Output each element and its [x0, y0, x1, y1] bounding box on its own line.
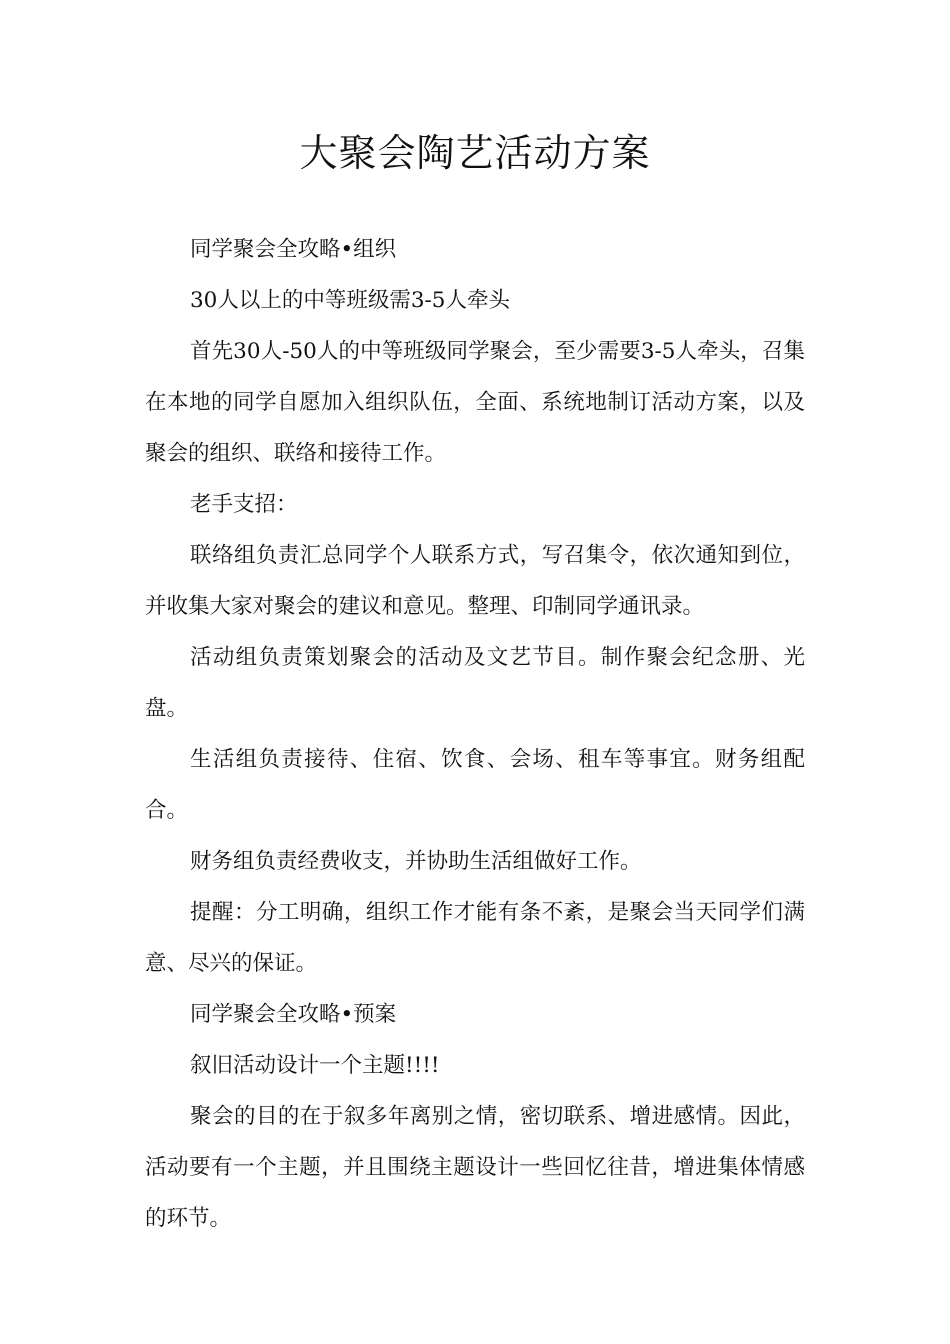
paragraph: 生活组负责接待、住宿、饮食、会场、租车等事宜。财务组配合。: [145, 747, 805, 823]
paragraph: 首先30人-50人的中等班级同学聚会，至少需要3-5人牵头，召集在本地的同学自愿加入组织队伍，全面、系统地制订活动方案，以及聚会的组织、联络和接待工作。: [145, 339, 805, 466]
paragraph-section-heading: 同学聚会全攻略•组织: [190, 237, 397, 262]
paragraph: 联络组负责汇总同学个人联系方式，写召集令，依次通知到位，并收集大家对聚会的建议和意见。整理、印制同学通讯录。: [145, 543, 805, 619]
document-body: [145, 224, 805, 1244]
paragraph-section-heading: 同学聚会全攻略•预案: [190, 1002, 397, 1027]
paragraph-subheading: 30人以上的中等班级需3-5人牵头: [190, 288, 510, 313]
paragraph: 聚会的目的在于叙多年离别之情，密切联系、增进感情。因此，活动要有一个主题，并且围绕主题设计一些回忆往昔，增进集体情感的环节。: [145, 1104, 805, 1231]
paragraph: 提醒：分工明确，组织工作才能有条不紊，是聚会当天同学们满意、尽兴的保证。: [145, 900, 805, 976]
paragraph-subheading: 老手支招：: [190, 492, 298, 517]
document-title: 大聚会陶艺活动方案: [299, 131, 651, 175]
paragraph: 活动组负责策划聚会的活动及文艺节目。制作聚会纪念册、光盘。: [145, 645, 805, 721]
paragraph: 财务组负责经费收支，并协助生活组做好工作。: [190, 849, 642, 874]
paragraph-subheading: 叙旧活动设计一个主题!!!!: [190, 1053, 440, 1078]
